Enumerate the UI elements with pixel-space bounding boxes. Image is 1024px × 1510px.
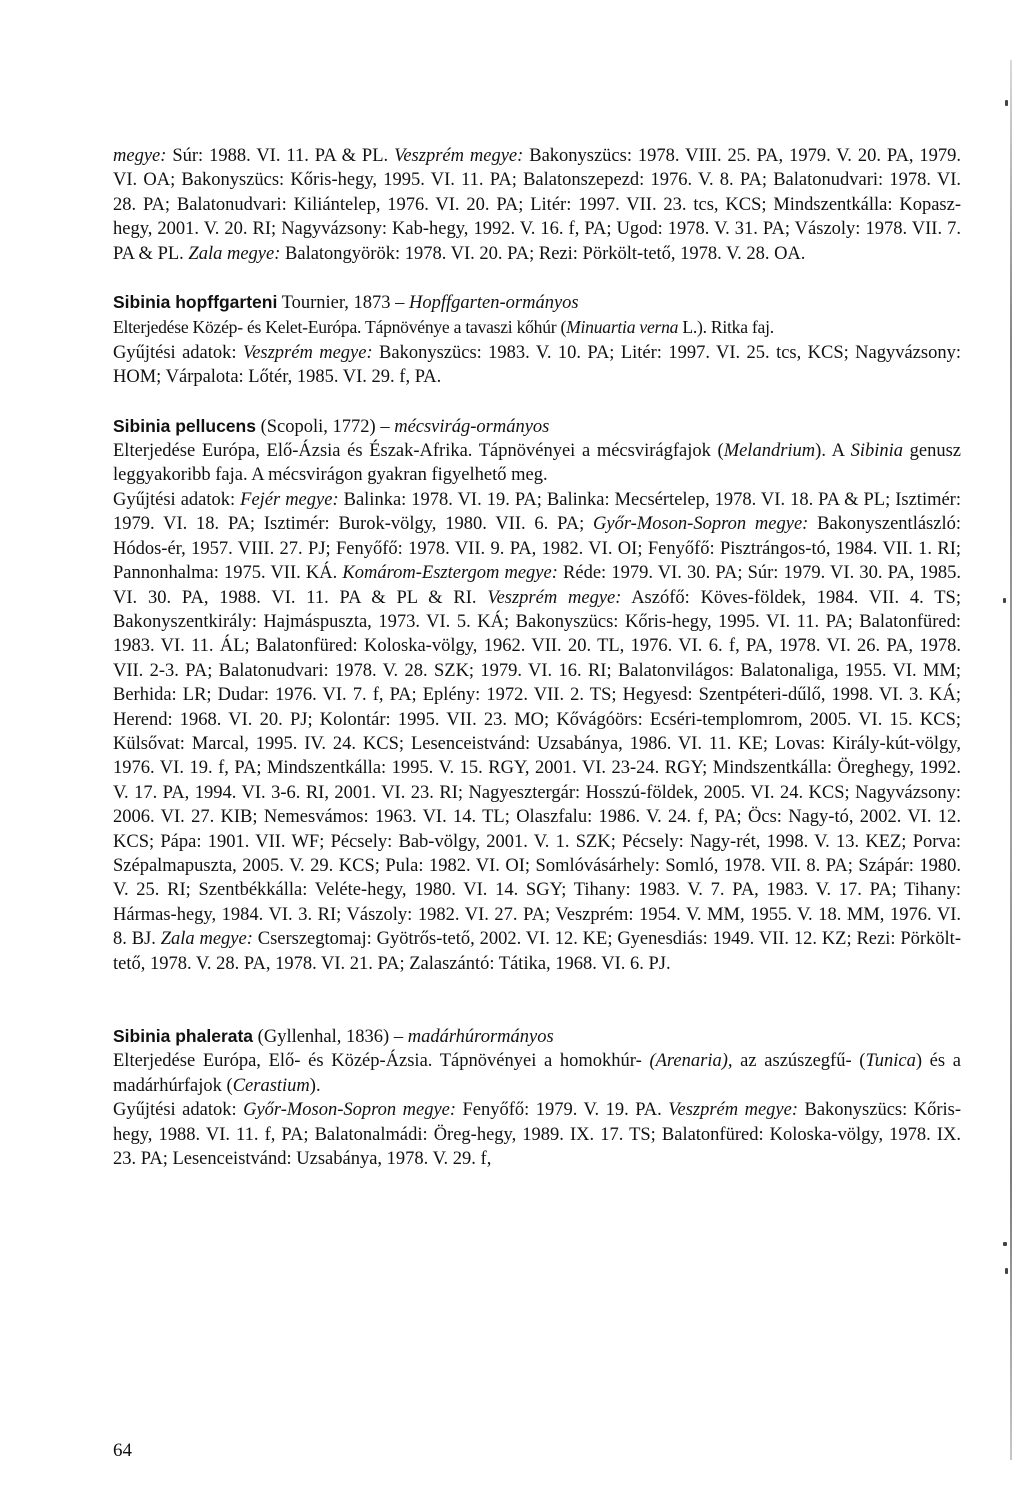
species-heading [113,414,961,439]
text-run: Bakonyszücs: 1983. V. 10. PA; Litér: 1997. VI. 25. tcs, KCS; Nagyvázsony: HOM; Várpalota: Lőtér, 1985. VI. 29. f, PA. [113,342,961,388]
text-run: Gyűjtési adatok: [113,342,243,363]
italic-text: Zala megye: [188,243,281,264]
text-run: Balatongyörök: 1978. VI. 20. PA; Rezi: Pörkölt-tető, 1978. V. 28. OA. [280,243,806,264]
text-run: Gyűjtési adatok: [113,1100,244,1121]
scan-speck [1005,1268,1008,1274]
scan-speck [1003,1242,1007,1246]
italic-text: Sibinia [850,441,903,462]
italic-text: Fejér megye: [240,489,339,510]
species-heading [113,290,961,315]
text-run: Fenyőfő: 1979. V. 19. PA. [456,1100,669,1121]
italic-text: (Arenaria), [649,1051,733,1072]
text-run: genusz leggyakoribb faja. A mécsvirágon gyakran figyelhető meg. [113,441,962,486]
italic-text: Veszprém megye: [242,342,373,363]
text-run: az aszúszegfű- ( [732,1051,866,1072]
text-run: Balinka: 1978. VI. 19. PA; Balinka: Mecsértelep, 1978. VI. 18. PA & PL; Isztimér: 1979. VI. 18. PA; Isztimér: Burok-völgy, 1980. VII. 6. PA; [113,489,961,535]
italic-text: Győr-Moson-Sopron megye: [593,514,809,535]
italic-text: Hopffgarten-ormányos [409,293,579,314]
paragraph [113,439,961,488]
italic-text: Komárom-Esztergom megye: [342,563,558,584]
italic-text: Veszprém megye: [487,587,622,608]
text-run: Aszófő: Köves-földek, 1984. VII. 4. TS; Bakonyszentkirály: Hajmáspuszta, 1973. VI. 5. KÁ; Bakonyszücs: Kőris-hegy, 1995. VI. 11. PA; Balatonfüred: 1983. VI. 11. ÁL; Balatonfüred: Koloska-völgy, 1962. VII. 20. TL, 1976. VI. 6. f, PA, 1978. VI. 26. PA, 1978. VII. 2-3. PA; Balatonudvari: 1978. V. 28. SZK; 1979. VI. 16. RI; Balatonvilágos: Balatonaliga, 1955. VI. MM; Berhida: LR; Dudar: 1976. VI. 7. f, PA; Eplény: 1972. VII. 2. TS; Hegyesd: Szentpéteri-dűlő, 1998. VI. 3. KÁ; Herend: 1968. VI. 20. PJ; Kolontár: 1995. VII. 23. MO; Kővágóörs: Ecséri-templomrom, 2005. VI. 15. KCS; Külsővat: Marcal, 1995. IV. 24. KCS; Lesenceistvánd: Uzsabánya, 1986. VI. 11. KE; Lovas: Király-kút-völgy, 1976. VI. 19. f, PA; Mindszentkálla: 1995. V. 15. RGY, 2001. VI. 23-24. RGY; Mindszentkálla: Öreghegy, 1992. V. 17. PA, 1994. VI. 3-6. RI, 2001. VI. 23. RI; Nagyesztergár: Hosszú-földek, 2005. VI. 24. KCS; Nagyvázsony: 2006. VI. 27. KIB; Nemesvámos: 1963. VI. 14. TL; Olaszfalu: 1986. V. 24. f, PA; Öcs: Nagy-tó, 2002. VI. 12. KCS; Pápa: 1901. VII. WF; Pécsely: Bab-völgy, 2001. V. 1. SZK; Pécsely: Nagy-rét, 1998. V. 13. KEZ; Porva: Szépalmapuszta, 2005. V. 29. KCS; Pula: 1982. VI. OI; Somlóvásárhely: Somló, 1978. VII. 8. PA; Szápár: 1980. V. 25. RI; Szentbékkálla: Veléte-hegy, 1980. VI. 14. SGY; Tihany: 1983. V. 7. PA, 1983. V. 17. PA; Tihany: Hármas-hegy, 1984. VI. 3. RI; Vászoly: 1982. VI. 27. PA; Veszprém: 1954. V. MM, 1955. V. 18. MM, 1976. VI. 8. BJ. [113,587,961,950]
text-run: Tournier, 1873 – [277,293,410,314]
scan-speck [1005,100,1008,106]
italic-text: Zala megye: [160,929,253,950]
text-run: (Gyllenhal, 1836) – [253,1027,408,1047]
paragraph [113,341,961,390]
text-run: Elterjedése Európa, Elő- és Közép-Ázsia. Tápnövényei a homokhúr- [113,1051,650,1072]
italic-text: Tunica [865,1051,916,1072]
italic-text: mécsvirág-ormányos [394,416,550,437]
species-entry-sibinia-hopffgarteni [113,290,961,390]
continued-locality-records [113,144,961,266]
taxon-name: Sibinia pellucens [113,415,256,436]
text-run: Bakonyszentlászló: Hódos-ér, 1957. VIII. 27. PJ; Fenyőfő: 1978. VII. 9. PA, 1982. VI. OI; Fenyőfő: Pisztrángos-tó, 1984. VII. 1. RI; Pannonhalma: 1975. VII. KÁ. [113,514,961,584]
paragraph [113,1098,961,1171]
text-run: Cserszegtomaj: Gyötrős-tető, 2002. VI. 12. KE; Gyenesdiás: 1949. VII. 12. KZ; Rezi: Pörkölt-tető, 1978. V. 28. PA, 1978. VI. 21. PA; Zalaszántó: Tátika, 1968. VI. 6. PJ. [113,929,961,974]
paragraph [113,144,961,266]
italic-text: megye: [113,146,167,166]
text-run: ). [309,1075,321,1096]
paragraph [113,315,961,340]
text-run: Elterjedése Közép- és Kelet-Európa. Tápnövénye a tavaszi kőhúr ( [113,317,567,338]
text-run: Bakonyszücs: 1978. VIII. 25. PA, 1979. V. 20. PA, 1979. VI. OA; Bakonyszücs: Kőris-hegy, 1995. VI. 11. PA; Balatonszepezd: 1976. V. 8. PA; Balatonudvari: 1978. VI. 28. PA; Balatonudvari: Kiliántelep, 1976. VI. 20. PA; Litér: 1997. VII. 23. tcs, KCS; Mindszentkálla: Kopasz-hegy, 2001. V. 20. RI; Nagyvázsony: Kab-hegy, 1992. V. 16. f, PA; Ugod: 1978. V. 31. PA; Vászoly: 1978. VII. 7. PA & PL. [113,146,962,264]
text-run: L.). Ritka faj. [678,317,774,338]
text-run: Gyűjtési adatok: [113,489,241,510]
text-run: Súr: 1988. VI. 11. PA & PL. [166,146,395,166]
page-number: 64 [113,1440,132,1461]
italic-text: Veszprém megye: [668,1100,799,1121]
body-text [113,144,961,1171]
italic-text: madárhúrormányos [407,1027,554,1047]
scan-border-shadow [1010,60,1012,1460]
italic-text: Melandrium [723,441,816,462]
text-run: ) és a madárhúrfajok ( [113,1051,961,1096]
paragraph [113,1049,961,1098]
taxon-name: Sibinia hopffgarteni [113,292,278,313]
text-run: (Scopoli, 1772) – [255,416,395,437]
italic-text: Veszprém megye: [394,146,524,166]
text-run: Bakonyszücs: Kőris-hegy, 1988. VI. 11. f, PA; Balatonalmádi: Öreg-hegy, 1989. IX. 17. TS; Balatonfüred: Koloska-völgy, 1978. IX. 23. PA; Lesenceistvánd: Uzsabánya, 1978. V. 29. f, [113,1100,961,1170]
species-entry-sibinia-pellucens [113,414,961,976]
scan-speck [1003,598,1006,603]
text-run: Elterjedése Európa, Elő-Ázsia és Észak-Afrika. Tápnövényei a mécsvirágfajok ( [113,441,724,462]
text-run: Réde: 1979. VI. 30. PA; Súr: 1979. VI. 30. PA, 1985. VI. 30. PA, 1988. VI. 11. PA & PL & RI. [113,563,961,608]
italic-text: Cerastium [232,1075,310,1096]
paragraph [113,488,961,976]
species-heading [113,1024,961,1049]
italic-text: Minuartia verna [566,317,679,338]
italic-text: Győr-Moson-Sopron megye: [243,1100,457,1121]
taxon-name: Sibinia phalerata [113,1026,254,1046]
species-entry-sibinia-phalerata [113,1024,961,1171]
text-run: ). A [815,441,851,462]
